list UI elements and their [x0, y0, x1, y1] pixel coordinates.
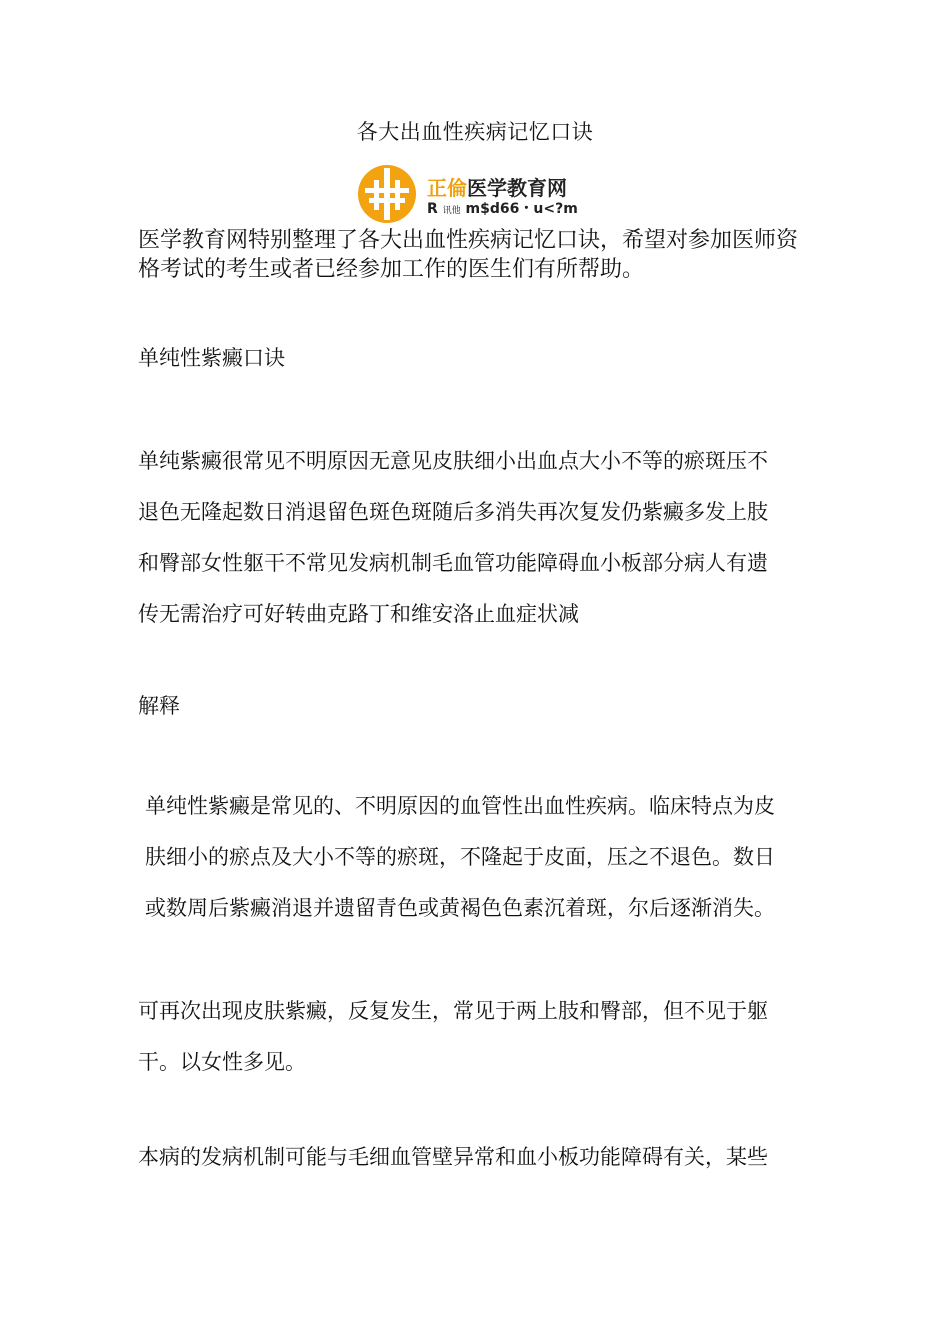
explain-paragraph — [145, 781, 820, 934]
logo-url-rest: m$d66・u<?m — [465, 201, 578, 217]
explain-line: 或数周后紫癜消退并遗留青色或黄褐色色素沉着斑，尔后逐渐消失。 — [145, 896, 775, 920]
body-paragraph — [138, 986, 818, 1088]
verse-line: 退色无隆起数日消退留色斑色斑随后多消失再次复发仍紫癜多发上肢 — [138, 500, 768, 524]
page-title: 各大出血性疾病记忆口诀 — [356, 120, 594, 144]
verse-line: 传无需治疗可好转曲克路丁和维安洛止血症状减 — [138, 602, 579, 626]
explain-line: 肤细小的瘀点及大小不等的瘀斑，不隆起于皮面，压之不退色。数日 — [145, 845, 775, 869]
body-line: 本病的发病机制可能与毛细血管壁异常和血小板功能障碍有关，某些 — [138, 1145, 768, 1169]
explain-heading: 解释 — [138, 694, 180, 718]
intro-line: 格考试的考生或者已经参加工作的医生们有所帮助。 — [138, 257, 645, 282]
verse-line: 和臀部女性躯干不常见发病机制毛血管功能障碍血小板部分病人有遗 — [138, 551, 768, 575]
body-line: 干。以女性多见。 — [138, 1050, 306, 1074]
body-paragraph — [138, 1132, 818, 1183]
site-logo — [357, 164, 597, 224]
logo-url-prefix: R — [427, 201, 438, 217]
logo-name-accent: 正倫 — [427, 176, 467, 200]
intro-line: 医学教育网特别整理了各大出血性疾病记忆口诀，希望对参加医师资 — [138, 228, 799, 253]
logo-name-main: 医学教育网 — [467, 176, 567, 200]
verse-line: 单纯紫癜很常见不明原因无意见皮肤细小出血点大小不等的瘀斑压不 — [138, 449, 768, 473]
logo-mark-icon — [357, 164, 419, 224]
section-heading: 单纯性紫癜口诀 — [138, 346, 285, 370]
explain-line: 单纯性紫癜是常见的、不明原因的血管性出血性疾病。临床特点为皮 — [145, 794, 775, 818]
verse-paragraph — [138, 436, 818, 640]
logo-url — [427, 198, 578, 218]
body-line: 可再次出现皮肤紫癜，反复发生，常见于两上肢和臀部，但不见于躯 — [138, 999, 768, 1023]
intro-paragraph — [138, 226, 818, 284]
logo-url-small: 讯他 — [442, 206, 461, 216]
logo-name — [427, 172, 567, 201]
